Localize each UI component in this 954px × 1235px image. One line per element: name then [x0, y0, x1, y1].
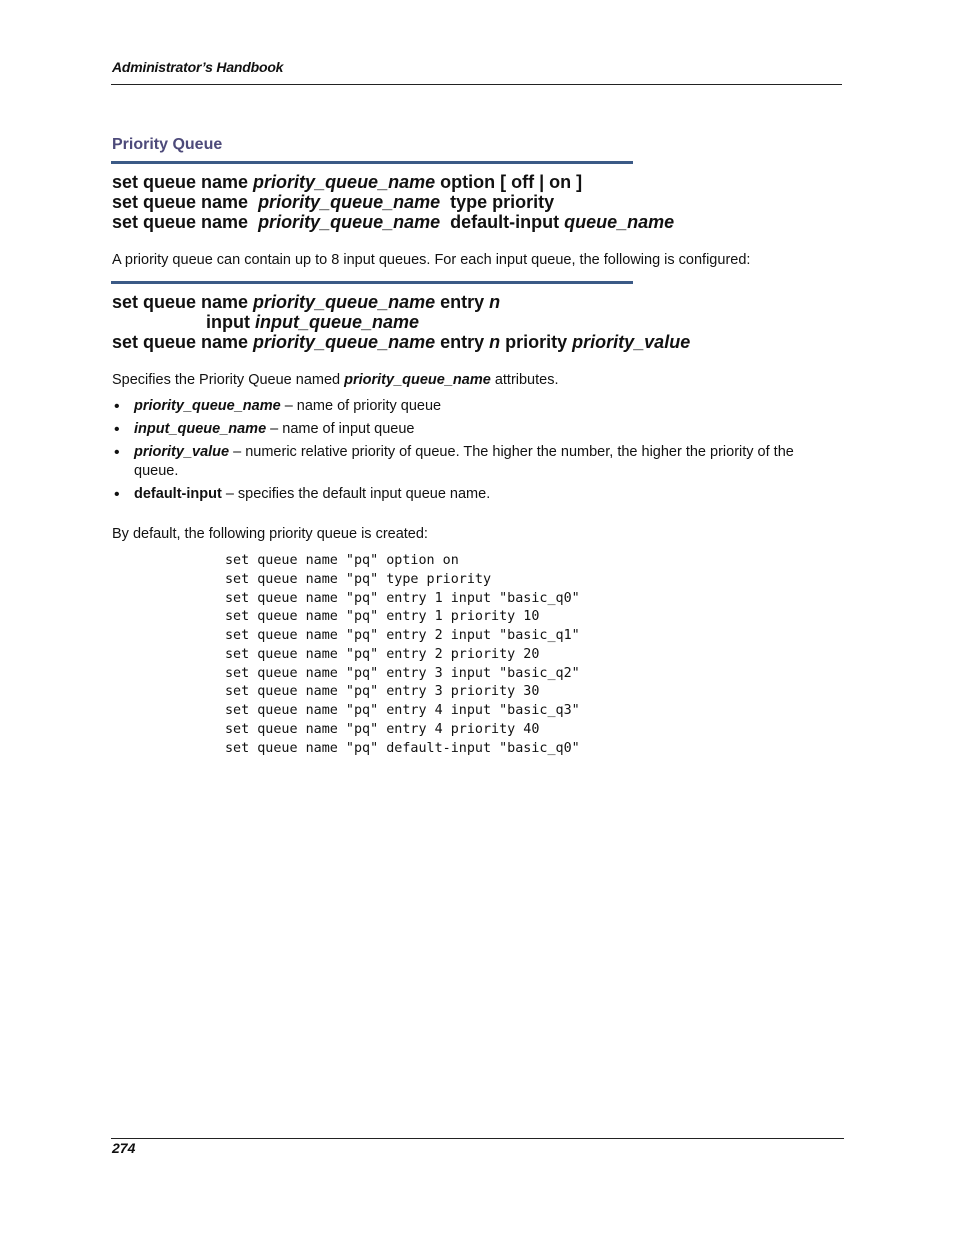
- default-paragraph: By default, the following priority queue is created:: [112, 526, 428, 542]
- code-line: set queue name "pq" entry 3 input "basic_q2": [225, 665, 580, 681]
- command-line: set queue name priority_queue_name option [ off | on ]: [112, 172, 583, 192]
- command-line: set queue name priority_queue_name default-input queue_name: [112, 212, 675, 232]
- list-item: • input_queue_name – name of input queue: [114, 421, 415, 438]
- code-line: set queue name "pq" entry 1 input "basic_q0": [225, 590, 580, 606]
- code-line: set queue name "pq" entry 4 input "basic_q3": [225, 703, 580, 718]
- code-line: set queue name "pq" entry 3 priority 30: [225, 684, 540, 700]
- code-line: set queue name "pq" type priority: [225, 571, 492, 587]
- specifies-paragraph: Specifies the Priority Queue named priority_queue_name attributes.: [112, 372, 559, 388]
- attribute-list: [112, 397, 842, 508]
- list-item: • priority_queue_name – name of priority queue: [114, 398, 442, 415]
- command-line: set queue name priority_queue_name entry n priority priority_value: [112, 332, 691, 352]
- code-line: set queue name "pq" option on: [225, 553, 459, 568]
- list-item: • priority_value – numeric relative priority of queue. The higher the number, the higher the priority of the queue.: [114, 444, 794, 479]
- page-number: 274: [112, 1140, 136, 1156]
- bullet-icon: •: [114, 444, 120, 461]
- bullet-icon: •: [114, 421, 120, 438]
- command-line: input input_queue_name: [206, 312, 420, 332]
- list-item: • default-input – specifies the default input queue name.: [114, 486, 491, 503]
- code-line: set queue name "pq" entry 4 priority 40: [225, 721, 540, 737]
- header-divider: [111, 84, 842, 85]
- code-line: set queue name "pq" default-input "basic_q0": [225, 740, 580, 756]
- section-title: Priority Queue: [112, 136, 223, 153]
- bullet-icon: •: [114, 398, 120, 415]
- code-block: [225, 552, 580, 758]
- code-line: set queue name "pq" entry 2 priority 20: [225, 646, 540, 662]
- footer-divider: [111, 1138, 844, 1139]
- code-line: set queue name "pq" entry 1 priority 10: [225, 609, 540, 625]
- command-line: set queue name priority_queue_name type priority: [112, 192, 555, 212]
- code-line: set queue name "pq" entry 2 input "basic_q1": [225, 628, 580, 643]
- command-divider: [111, 281, 633, 284]
- intro-paragraph: A priority queue can contain up to 8 input queues. For each input queue, the following is configured:: [112, 252, 751, 268]
- bullet-icon: •: [114, 486, 120, 503]
- command-line: set queue name priority_queue_name entry n: [112, 292, 501, 312]
- command-divider: [111, 161, 633, 164]
- running-header: Administrator’s Handbook: [112, 59, 284, 75]
